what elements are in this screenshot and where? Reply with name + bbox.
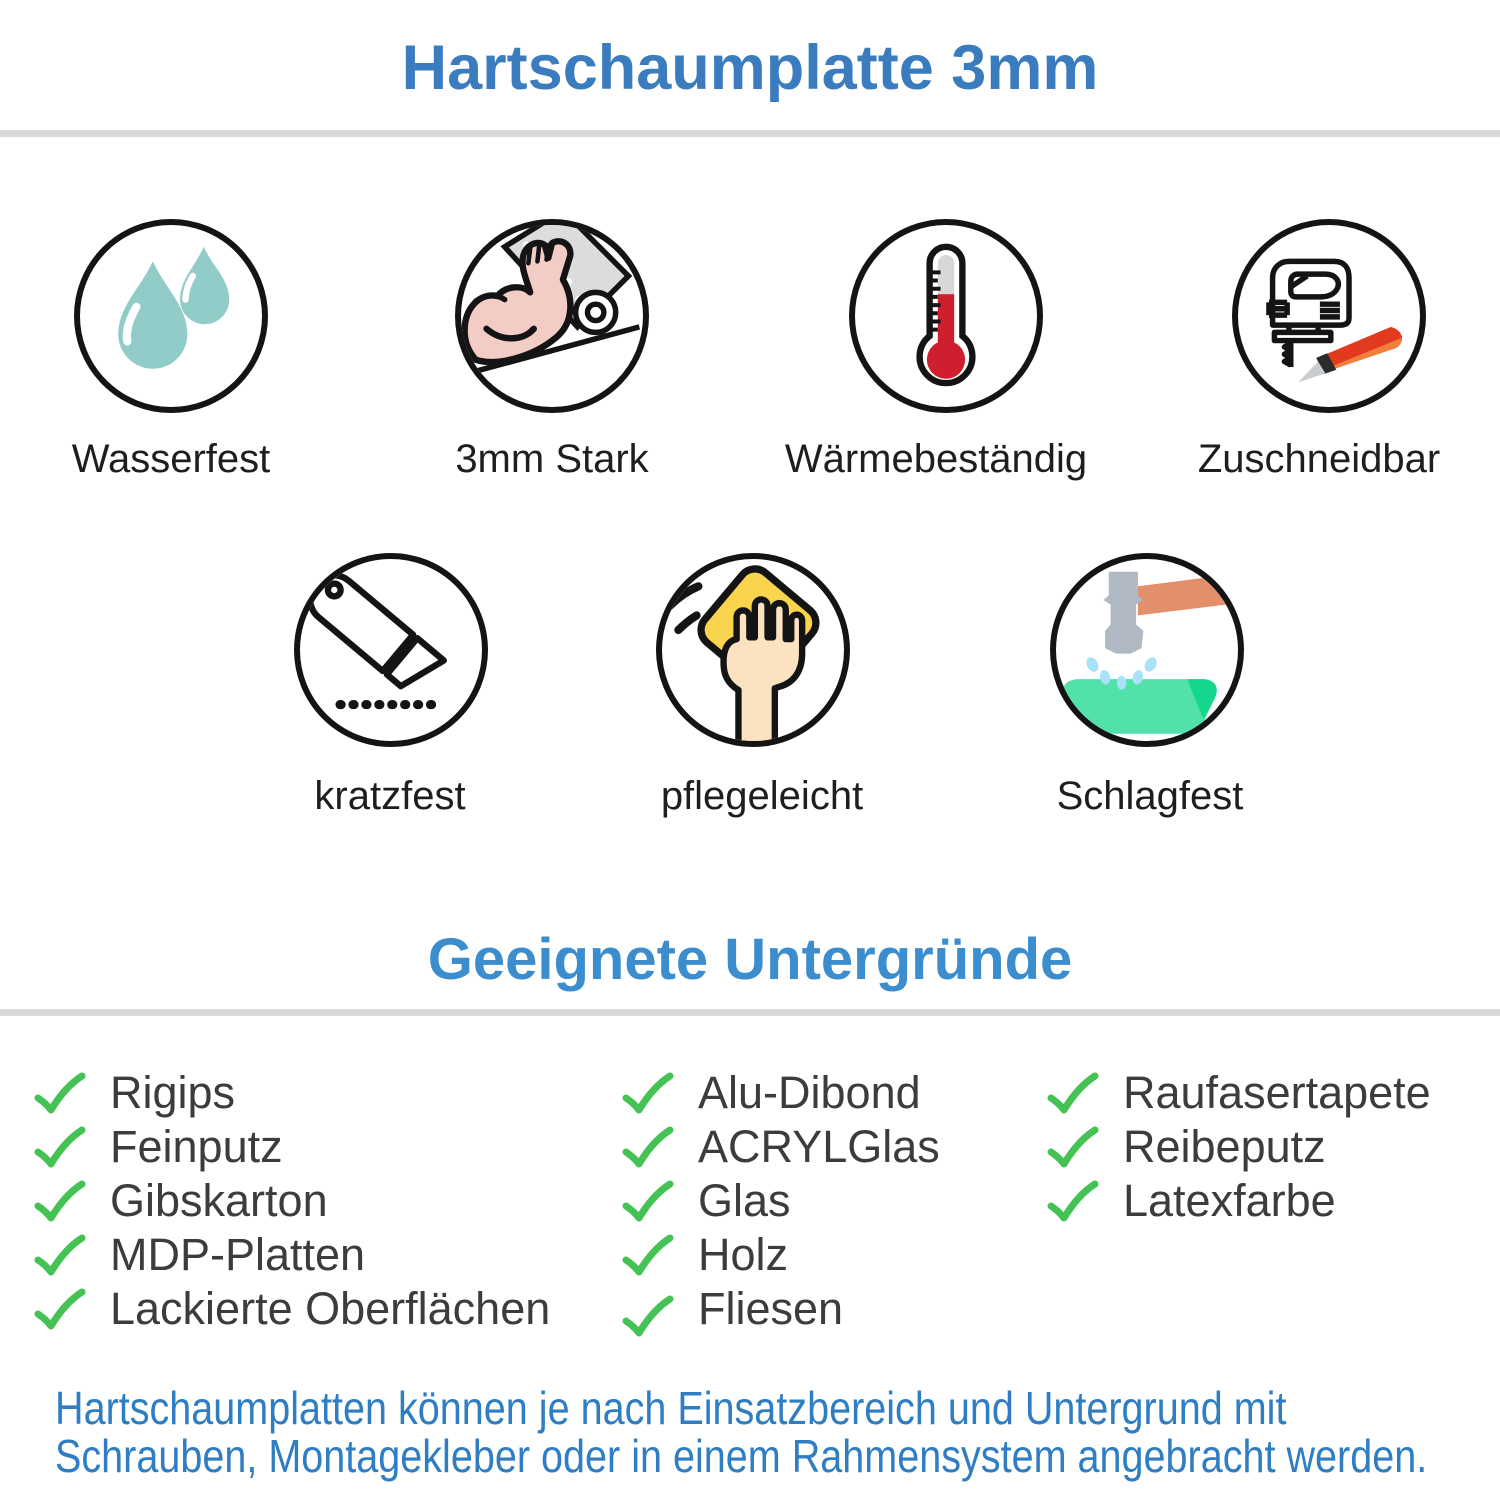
check-icon (1047, 1180, 1099, 1222)
divider (0, 130, 1500, 137)
list-item: Alu-Dibond (622, 1066, 940, 1120)
feature-circle-wasserfest (74, 219, 268, 413)
check-icon (622, 1072, 674, 1114)
footer-line-2: Schrauben, Montagekleber oder in einem Rahmensystem angebracht werden. (55, 1430, 1428, 1482)
substrate-column-2 (622, 1066, 940, 1336)
feature-label: Wasserfest (71, 437, 271, 481)
check-icon (34, 1288, 86, 1330)
check-icon (622, 1295, 674, 1337)
feature-circle-pflegeleicht (656, 553, 850, 747)
jigsaw-and-knife-icon (1238, 225, 1420, 407)
check-icon (1047, 1072, 1099, 1114)
check-icon (34, 1234, 86, 1276)
check-icon (34, 1126, 86, 1168)
feature-circle-waermebestaendig (849, 219, 1043, 413)
feature-label: Wärmebeständig (784, 437, 1088, 481)
list-item: Gibskarton (34, 1174, 550, 1228)
list-item: Reibeputz (1047, 1120, 1431, 1174)
feature-circle-3mm-stark (455, 219, 649, 413)
divider (0, 1009, 1500, 1016)
feature-label: Schlagfest (1056, 774, 1244, 818)
list-item: Raufasertapete (1047, 1066, 1431, 1120)
list-item: Glas (622, 1174, 940, 1228)
list-item: Rigips (34, 1066, 550, 1120)
list-item: Feinputz (34, 1120, 550, 1174)
hammer-icon (1056, 559, 1238, 741)
feature-label: Zuschneidbar (1197, 437, 1441, 481)
check-icon (34, 1180, 86, 1222)
list-item: Latexfarbe (1047, 1174, 1431, 1228)
check-icon (622, 1180, 674, 1222)
feature-label: 3mm Stark (455, 437, 649, 481)
hand-with-cloth-icon (662, 559, 844, 741)
list-item: ACRYLGlas (622, 1120, 940, 1174)
list-item: Lackierte Oberflächen (34, 1282, 550, 1336)
footer-note (55, 1384, 1427, 1480)
feature-label: kratzfest (314, 774, 466, 818)
substrate-column-1 (34, 1066, 550, 1336)
feature-label: pflegeleicht (660, 774, 864, 818)
footer-line-1: Hartschaumplatten können je nach Einsatzbereich und Untergrund mit (55, 1382, 1287, 1434)
list-item: Holz (622, 1228, 940, 1282)
check-icon (622, 1234, 674, 1276)
feature-circle-zuschneidbar (1232, 219, 1426, 413)
feature-circle-kratzfest (294, 553, 488, 747)
thermometer-icon (855, 225, 1037, 407)
check-icon (1047, 1126, 1099, 1168)
page-title: Hartschaumplatte 3mm (401, 33, 1099, 103)
water-drops-icon (80, 225, 262, 407)
muscle-arm-rolled-sheet-icon (461, 225, 643, 407)
feature-circle-schlagfest (1050, 553, 1244, 747)
list-item: MDP-Platten (34, 1228, 550, 1282)
check-icon (622, 1126, 674, 1168)
list-item: Fliesen (622, 1282, 940, 1336)
check-icon (34, 1072, 86, 1114)
utility-knife-icon (300, 559, 482, 741)
section-title: Geeignete Untergründe (427, 927, 1073, 992)
substrate-column-3 (1047, 1066, 1431, 1228)
